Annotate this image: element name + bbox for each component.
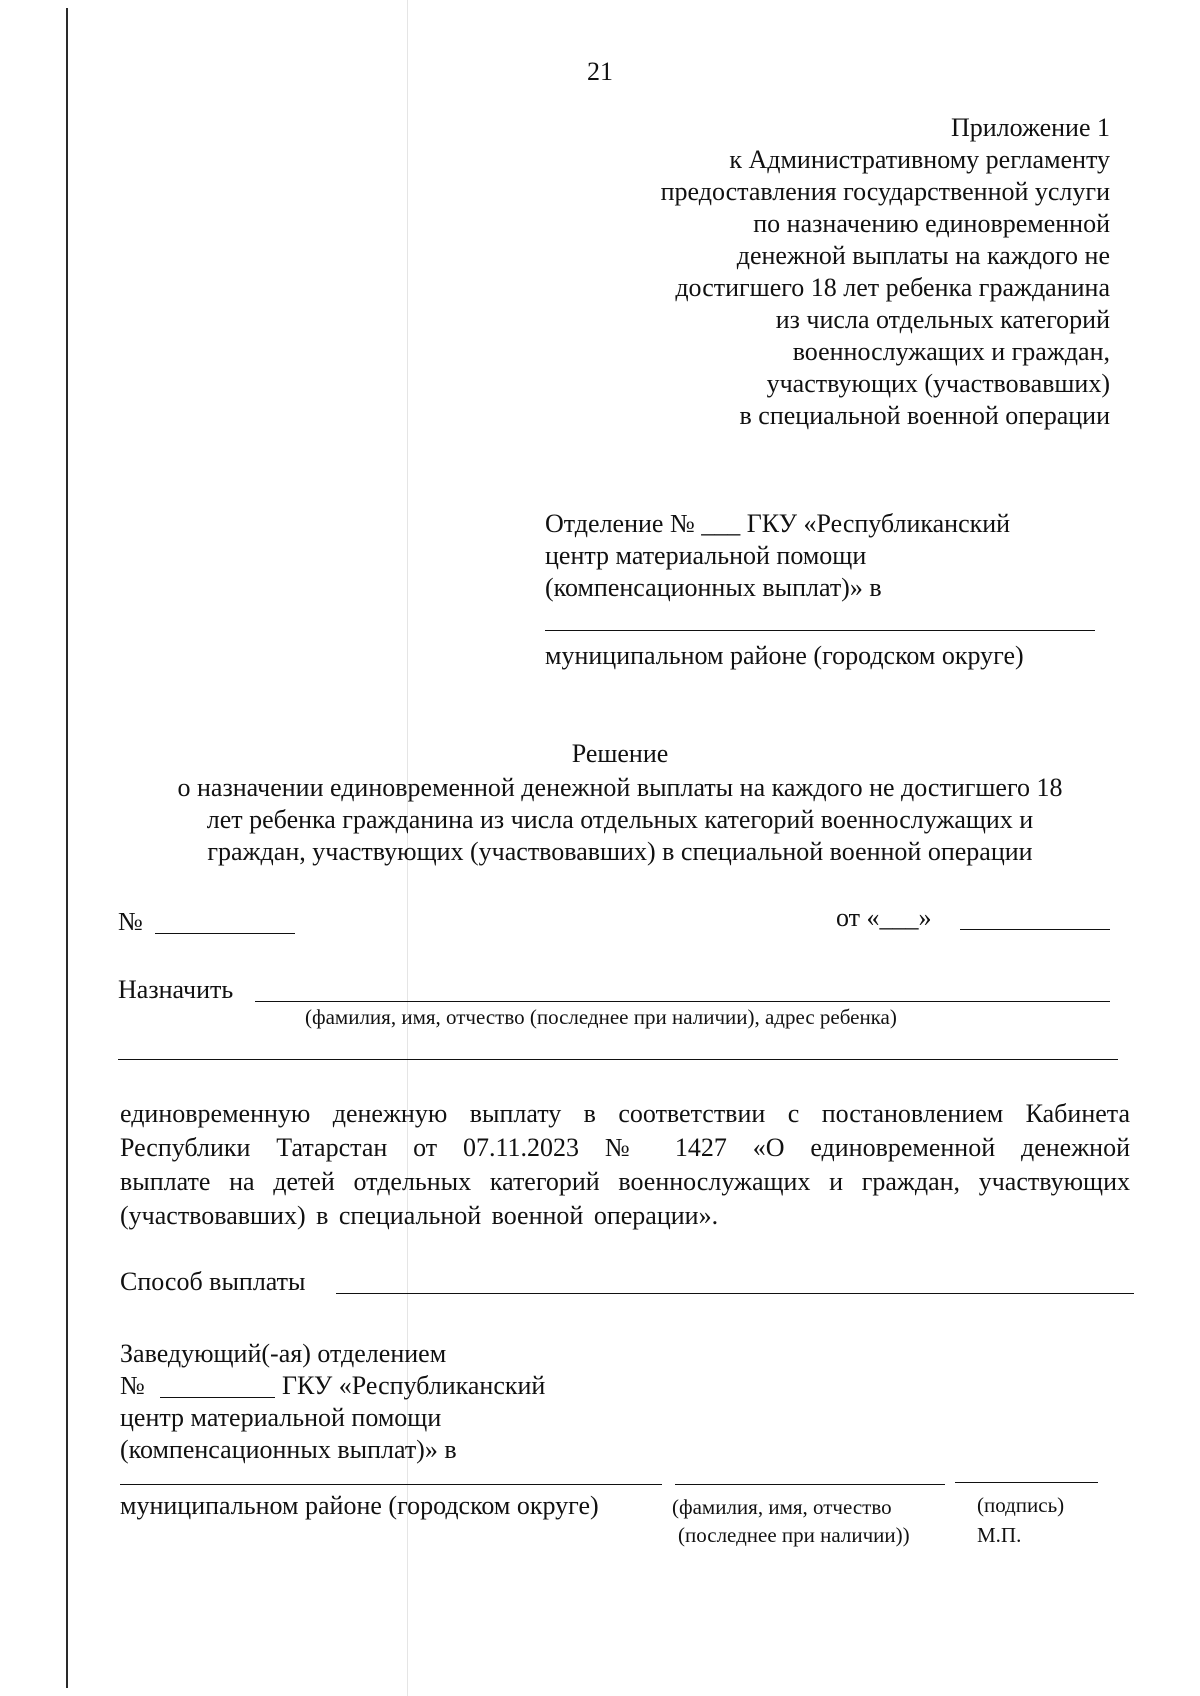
signature-district-blank <box>120 1484 662 1485</box>
appendix-line: по назначению единовременной <box>753 209 1110 238</box>
decision-date-label: от «___» <box>836 903 932 932</box>
body-line: (участвовавших) в специальной военной операции». <box>120 1201 719 1230</box>
decision-subtitle-line: граждан, участвующих (участвовавших) в специальной военной операции <box>207 837 1033 866</box>
addressee-line: (компенсационных выплат)» в <box>545 573 882 602</box>
assign-address-blank <box>118 1059 1118 1060</box>
body-line: выплате на детей отдельных категорий военнослужащих и граждан, участвующих <box>120 1167 1130 1196</box>
signature-fio-caption: (фамилия, имя, отчество <box>672 1495 892 1519</box>
appendix-line: участвующих (участвовавших) <box>766 369 1110 398</box>
addressee-district-blank <box>545 630 1095 631</box>
signature-number-blank <box>160 1397 275 1398</box>
appendix-line: военнослужащих и граждан, <box>792 337 1110 366</box>
page-number: 21 <box>587 57 613 86</box>
stamp-place-caption: М.П. <box>977 1523 1022 1547</box>
signature-sign-caption: (подпись) <box>977 1493 1065 1517</box>
appendix-line: Приложение 1 <box>950 113 1110 142</box>
decision-number-blank <box>155 933 295 934</box>
payment-method-label: Способ выплаты <box>120 1267 306 1296</box>
signature-fio-blank <box>675 1484 945 1485</box>
assign-label: Назначить <box>118 975 234 1004</box>
decision-heading: Решение <box>571 739 669 768</box>
appendix-line: в специальной военной операции <box>739 401 1110 430</box>
body-line: единовременную денежную выплату в соответствии с постановлением Кабинета <box>120 1099 1130 1128</box>
appendix-line: к Административному регламенту <box>729 145 1110 174</box>
appendix-line: из числа отдельных категорий <box>775 305 1110 334</box>
decision-subtitle-line: лет ребенка гражданина из числа отдельных категорий военнослужащих и <box>206 805 1034 834</box>
decision-subtitle-line: о назначении единовременной денежной выплаты на каждого не достигшего 18 <box>177 773 1063 802</box>
appendix-line: предоставления государственной услуги <box>660 177 1110 206</box>
signature-district-caption: муниципальном районе (городском округе) <box>120 1491 599 1520</box>
signature-line: ГКУ «Республиканский <box>282 1371 546 1400</box>
signature-fio-caption: (последнее при наличии)) <box>678 1523 910 1547</box>
addressee-line: Отделение № ___ ГКУ «Республиканский <box>545 509 1011 538</box>
signature-sign-blank <box>955 1482 1098 1483</box>
decision-number-label: № <box>118 907 143 936</box>
decision-date-blank <box>960 929 1110 930</box>
addressee-line: муниципальном районе (городском округе) <box>545 641 1024 670</box>
signature-line: (компенсационных выплат)» в <box>120 1435 457 1464</box>
appendix-line: достигшего 18 лет ребенка гражданина <box>675 273 1110 302</box>
payment-method-blank <box>336 1293 1134 1294</box>
assign-name-blank <box>255 1001 1110 1002</box>
signature-line: центр материальной помощи <box>120 1403 442 1432</box>
signature-number-label: № <box>120 1371 145 1400</box>
addressee-line: центр материальной помощи <box>545 541 867 570</box>
body-line: Республики Татарстан от 07.11.2023 № 1427 «О единовременной денежной <box>120 1133 1130 1162</box>
assign-hint: (фамилия, имя, отчество (последнее при наличии), адрес ребенка) <box>305 1005 897 1029</box>
signature-line: Заведующий(-ая) отделением <box>120 1339 447 1368</box>
appendix-line: денежной выплаты на каждого не <box>736 241 1110 270</box>
